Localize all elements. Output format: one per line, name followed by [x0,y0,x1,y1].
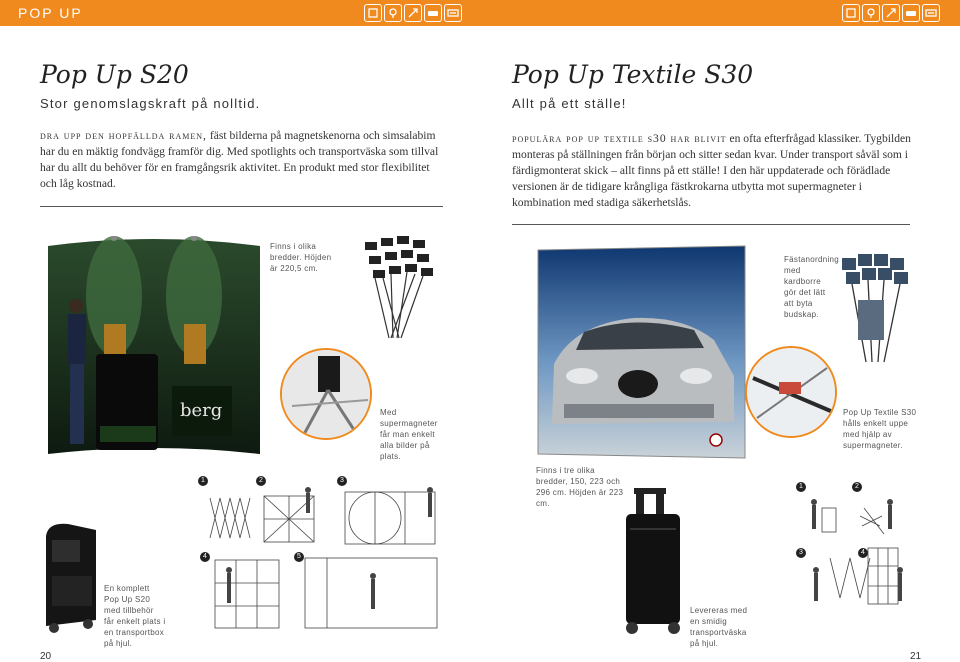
step-number-4: 4 [200,552,210,562]
frame-icon [842,4,860,22]
spotlight-icon [862,4,880,22]
popup-s20-booth-photo [44,236,264,468]
folded-frame-photo [355,232,447,344]
frame-icon [364,4,382,22]
right-subtitle: Allt på ett ställe! [512,96,627,111]
transport-case-icon [424,4,442,22]
step-number-1: 1 [198,476,208,486]
right-body-text [512,131,912,211]
feature-icons-left [364,4,462,22]
s30-folded-frame-photo [836,250,916,370]
s30-magnet-detail-circle [745,346,837,438]
magnet-detail-circle [280,348,372,440]
left-lead: dra upp den hopfällda ramen, [40,129,207,142]
textile-s30-car-photo [534,244,749,462]
right-lead: populära pop up textile s30 har blivit [512,132,727,145]
right-divider [512,224,910,225]
right-title: Pop Up Textile S30 [512,60,754,89]
header-bar [0,0,960,26]
caption-s30-magnets: Pop Up Textile S30 hålls enkelt uppe med hjälp av supermagneter. [843,408,917,450]
snap-icon [882,4,900,22]
brand-label: POP UP [18,5,83,21]
step-number-5: 5 [294,552,304,562]
snap-icon [404,4,422,22]
caption-s30-fastening: Fästanordning med kardborre gör det lätt att byta budskap. [784,255,840,319]
left-divider [40,206,443,207]
step-number-1: 1 [796,482,806,492]
caption-s30-bag: Levereras med en smidig transportväska på hjul. [690,606,748,648]
caption-s20-widths: Finns i olika bredder. Höjden är 220,5 cm. [270,242,332,273]
caption-s20-complete: En komplett Pop Up S20 med tillbehör får enkelt plats i en transportbox på hjul. [104,584,166,648]
magnet-icon [922,4,940,22]
feature-icons-right [842,4,940,22]
step-number-2: 2 [256,476,266,486]
caption-s20-magnets: Med supermagneter får man enkelt alla bilder på plats. [380,408,438,461]
s30-transport-bag-photo [616,488,688,636]
step-number-3: 3 [796,548,806,558]
magnet-icon [444,4,462,22]
caption-s30-widths: Finns i tre olika bredder, 150, 223 och 296 cm. Höjden är 223 cm. [536,466,624,508]
right-body: en ofta efterfrågad klassiker. Tygbilden monteras på ställningen från början och sitter sedan kvar. Under transport såväl som i färdigmonterat skick – allt finns på ett ställe! I den här uppdaterade och förädlade versionen är de tidigare krångliga fästkrokarna utbytta mot supermagneter i kombination med stadiga säkerhetslås. [512,132,911,209]
s20-transport-box-photo [38,516,102,636]
transport-case-icon [902,4,920,22]
left-title: Pop Up S20 [40,60,189,89]
step-number-4: 4 [858,548,868,558]
left-page-number: 20 [40,651,52,662]
left-body: fäst bilderna på magnetskenorna och simsalabim har du en mäktig fondvägg framför dig. Med spotlights och transportväska som tillval har du allt du behöver för en framgångsrik aktivitet. En produkt med stor flexibilitet och låg kostnad. [40,129,439,190]
s20-assembly-steps-1-3 [200,478,445,550]
left-subtitle: Stor genomslagskraft på nolltid. [40,96,261,111]
step-number-2: 2 [852,482,862,492]
right-page-number: 21 [910,651,922,662]
spotlight-icon [384,4,402,22]
s20-assembly-steps-4-5 [205,556,445,632]
svg-text:berg: berg [180,400,223,421]
s30-assembly-steps [800,486,920,632]
left-body-text [40,128,445,192]
step-number-3: 3 [337,476,347,486]
